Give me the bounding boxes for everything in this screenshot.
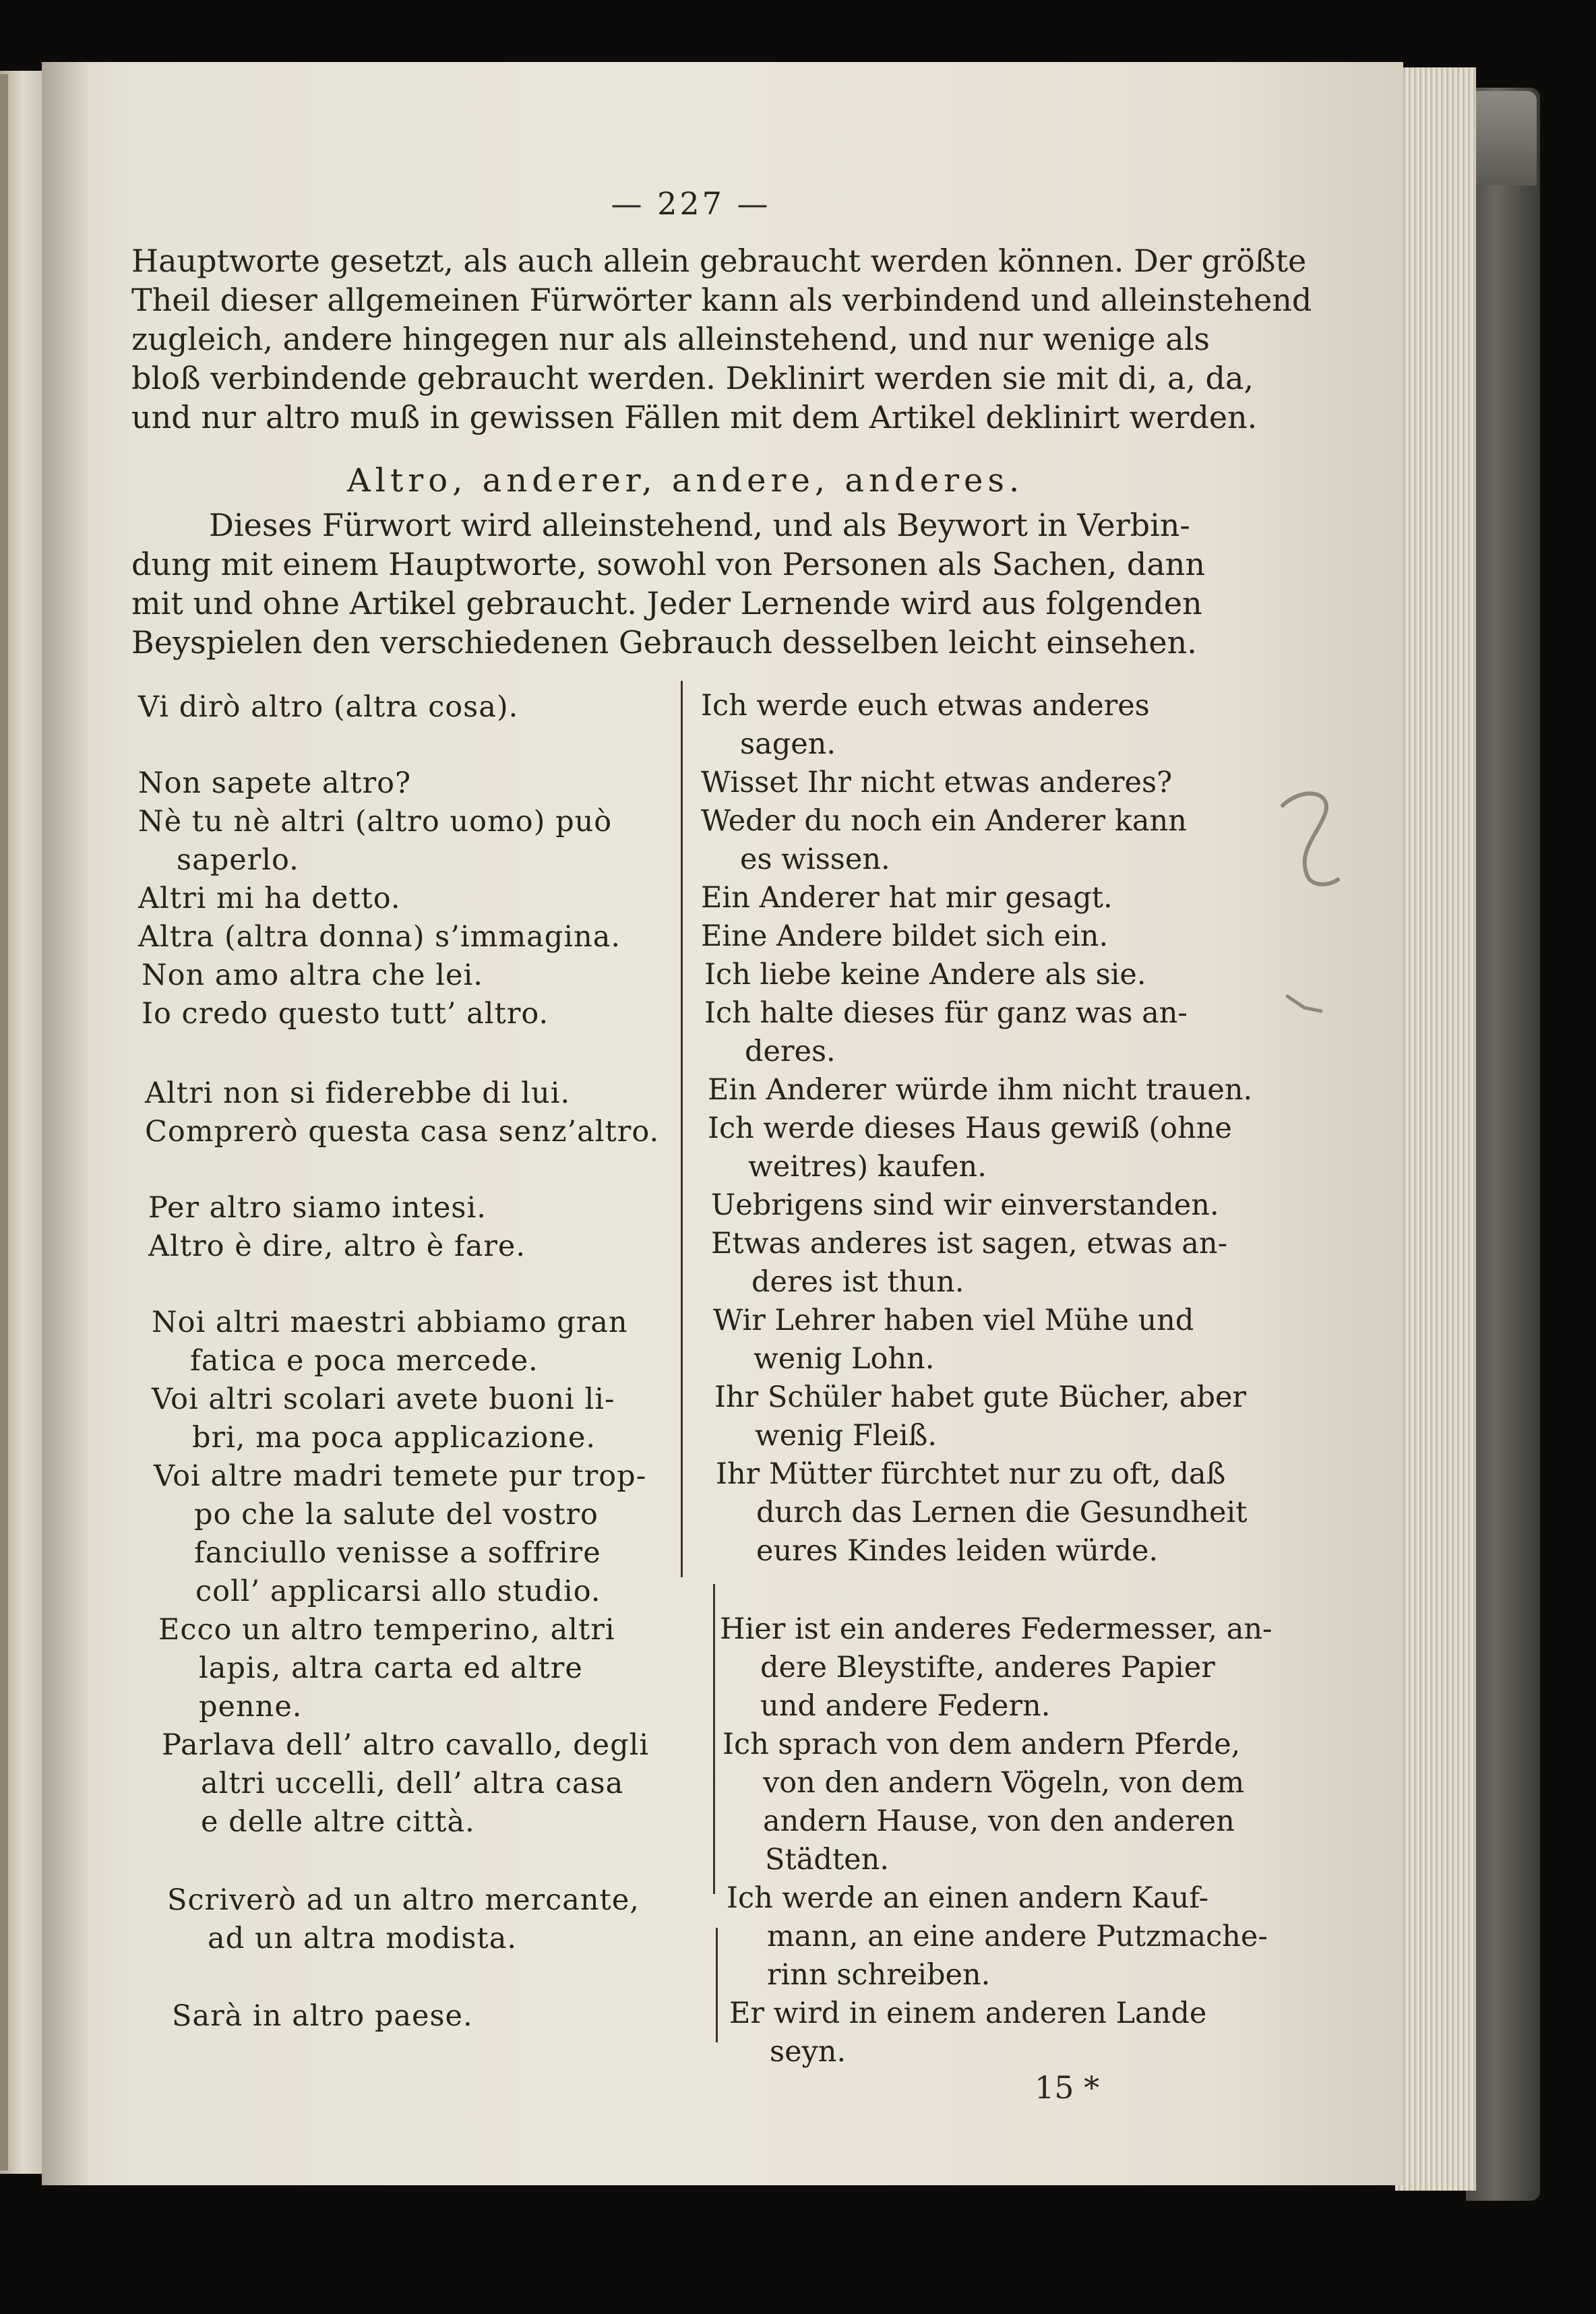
italian-line: Scriverò ad un altro mercante, [167,1883,640,1917]
italian-line: Io credo questo tutt’ altro. [142,997,549,1031]
german-line: Ich werde an einen andern Kauf- [727,1881,1209,1915]
italian-line: fanciullo venisse a soffrire [194,1536,601,1570]
italian-line: saperlo. [177,843,299,877]
italian-line: penne. [199,1690,303,1724]
intro-line: Theil dieser allgemeinen Fürwörter kann als verbindend und alleinstehend [131,282,1312,318]
italian-line: lapis, altra carta ed altre [199,1651,583,1685]
german-line: Uebrigens sind wir einverstanden. [711,1188,1219,1222]
german-line: wenig Lohn. [754,1342,935,1376]
german-line: von den andern Vögeln, von dem [763,1766,1245,1800]
german-line: Ich werde euch etwas anderes [701,689,1150,723]
german-line: sagen. [740,727,836,761]
section-line: mit und ohne Artikel gebraucht. Jeder Lernende wird aus folgenden [131,585,1202,621]
column-divider-lower [716,1928,718,2042]
italian-line: Vi dirò altro (altra cosa). [138,690,519,724]
italian-line: Voi altre madri temete pur trop- [154,1459,647,1493]
italian-line: Altri non si fiderebbe di lui. [145,1076,571,1110]
german-line: deres ist thun. [751,1265,964,1299]
page-stack-edges [1395,67,1476,2191]
facing-page-shadow [0,74,8,2170]
column-divider-middle [713,1584,715,1894]
german-line: andern Hause, von den anderen [763,1804,1235,1838]
italian-line: po che la salute del vostro [194,1498,598,1531]
german-line: seyn. [770,2035,847,2069]
italian-line: Altri mi ha detto. [138,882,401,915]
german-line: Ihr Mütter fürchtet nur zu oft, daß [716,1457,1226,1491]
italian-line: Voi altri scolari avete buoni li- [152,1382,615,1416]
section-line: Beyspielen den verschiedenen Gebrauch desselben leicht einsehen. [131,624,1197,661]
german-line: Wisset Ihr nicht etwas anderes? [701,766,1173,799]
intro-line: und nur altro muß in gewissen Fällen mit dem Artikel deklinirt werden. [131,399,1258,435]
intro-line: Hauptworte gesetzt, als auch allein gebraucht werden können. Der größte [131,243,1307,279]
italian-line: Comprerò questa casa senz’altro. [145,1115,660,1149]
german-line: Eine Andere bildet sich ein. [701,919,1109,953]
german-line: deres. [745,1035,836,1068]
italian-line: Non amo altra che lei. [142,958,483,992]
german-line: Hier ist ein anderes Federmesser, an- [720,1612,1272,1646]
german-line: rinn schreiben. [767,1958,991,1992]
italian-line: Parlava dell’ altro cavallo, degli [162,1728,650,1762]
section-heading: Altro, anderer, andere, anderes. [347,462,1024,499]
book-cover [1466,88,1540,2201]
german-line: Etwas anderes ist sagen, etwas an- [711,1227,1228,1260]
german-line: Ein Anderer würde ihm nicht trauen. [708,1073,1253,1107]
column-divider-upper [681,681,683,1577]
german-line: Ich liebe keine Andere als sie. [704,958,1146,992]
italian-line: altri uccelli, dell’ altra casa [201,1767,624,1800]
german-line: Ein Anderer hat mir gesagt. [701,881,1113,915]
signature-mark: 15 * [1035,2069,1100,2106]
german-line: mann, an eine andere Putzmache- [767,1920,1268,1953]
gutter-shadow [42,62,89,2185]
german-line: Er wird in einem anderen Lande [729,1997,1207,2030]
section-line: Dieses Fürwort wird alleinstehend, und als Beywort in Verbin- [209,507,1190,543]
italian-line: Altra (altra donna) s’immagina. [138,920,621,954]
german-line: Ich werde dieses Haus gewiß (ohne [708,1112,1232,1145]
italian-line: Altro è dire, altro è fare. [148,1229,526,1263]
section-line: dung mit einem Hauptworte, sowohl von Personen als Sachen, dann [131,546,1205,582]
italian-line: Per altro siamo intesi. [148,1191,487,1225]
italian-line: Sarà in altro paese. [172,1999,473,2033]
german-line: Ich sprach von dem andern Pferde, [723,1728,1241,1761]
italian-line: Noi altri maestri abbiamo gran [152,1306,628,1339]
italian-line: coll’ applicarsi allo studio. [195,1575,601,1608]
german-line: durch das Lernen die Gesundheit [756,1496,1248,1529]
german-line: Städten. [765,1843,889,1877]
german-line: weitres) kaufen. [748,1150,987,1184]
german-line: Ich halte dieses für ganz was an- [704,996,1188,1030]
italian-line: Non sapete altro? [138,766,412,800]
german-line: es wissen. [740,843,890,876]
page-header: — 227 — [611,185,771,222]
italian-line: Nè tu nè altri (altro uomo) può [138,805,613,839]
german-line: und andere Federn. [760,1689,1051,1723]
intro-line: zugleich, andere hingegen nur als alleinstehend, und nur wenige als [131,321,1210,357]
german-line: Ihr Schüler habet gute Bücher, aber [714,1380,1246,1414]
italian-line: ad un altra modista. [208,1922,518,1955]
german-line: eures Kindes leiden würde. [756,1534,1159,1568]
italian-line: bri, ma poca applicazione. [192,1421,596,1455]
intro-line: bloß verbindende gebraucht werden. Deklinirt werden sie mit di, a, da, [131,360,1254,396]
pencil-tick [1284,991,1324,1018]
pencil-mark [1270,785,1351,893]
italian-line: Ecco un altro temperino, altri [158,1613,615,1647]
german-line: Wir Lehrer haben viel Mühe und [713,1304,1194,1337]
german-line: wenig Fleiß. [755,1419,938,1453]
italian-line: fatica e poca mercede. [190,1344,539,1378]
german-line: Weder du noch ein Anderer kann [701,804,1187,838]
german-line: dere Bleystifte, anderes Papier [760,1651,1215,1684]
italian-line: e delle altre città. [201,1805,475,1839]
